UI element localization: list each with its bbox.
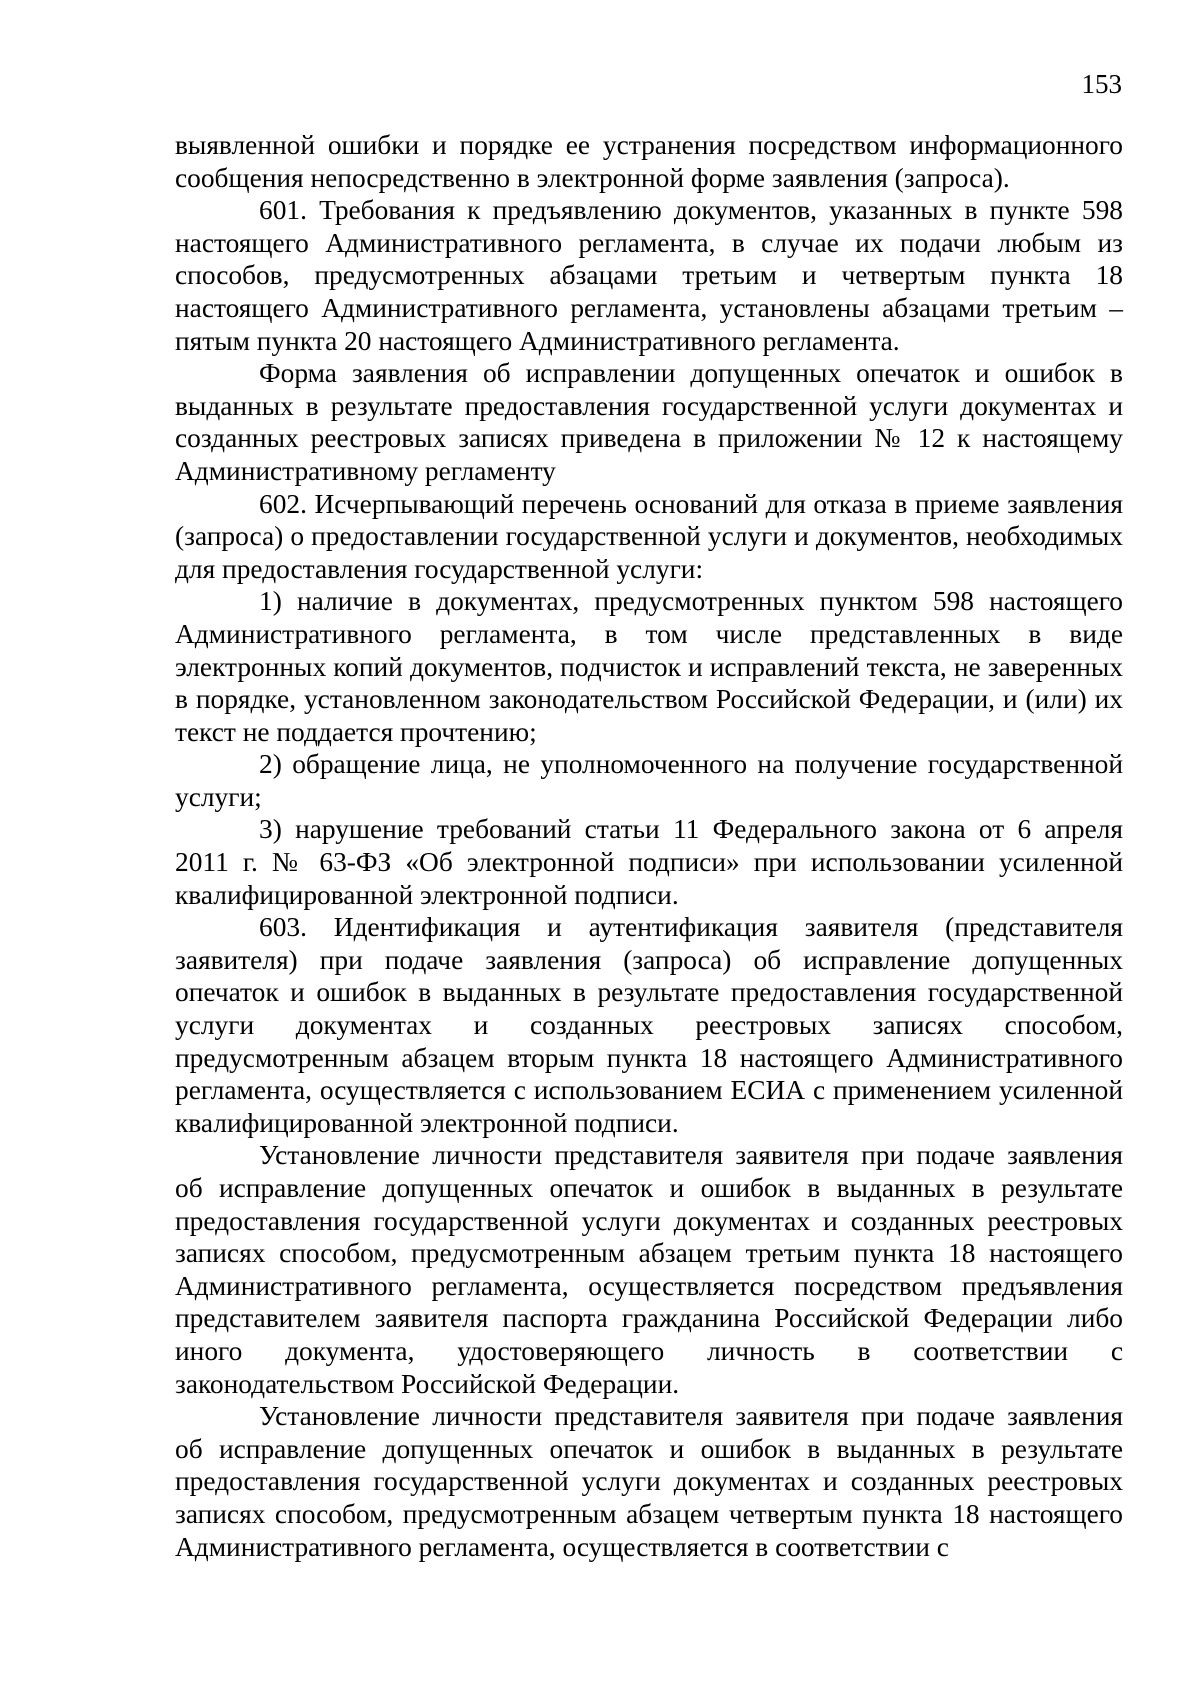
paragraph-601: 601. Требования к предъявлению документов, указанных в пункте 598 настоящего Административного регламента, в случае их подачи любым из способов, предусмотренных абзацами третьим и четвертым пункта 18 настоящего Административного регламента, установлены абзацами третьим – пятым пункта 20 настоящего Административного регламента. [175, 195, 1123, 356]
list-item-3: 3) нарушение требований статьи 11 Федерального закона от 6 апреля 2011 г. № 63-ФЗ «Об электронной подписи» при использовании усиленной квалифицированной электронной подписи. [175, 814, 1123, 910]
paragraph-603: 603. Идентификация и аутентификация заявителя (представителя заявителя) при подаче заявления (запроса) об исправление допущенных опечаток и ошибок в выданных в результате предоставления государственной услуги документах и созданных реестровых записях способом, предусмотренным абзацем вторым пункта 18 настоящего Административного регламента, осуществляется с использованием ЕСИА с применением усиленной квалифицированной электронной подписи. [175, 912, 1123, 1138]
document-body [175, 129, 1123, 1563]
paragraph-application-form: Форма заявления об исправлении допущенных опечаток и ошибок в выданных в результате предоставления государственной услуги документах и созданных реестровых записях приведена в приложении № 12 к настоящему Административному регламенту [175, 358, 1123, 486]
paragraph-identity-third-method: Установление личности представителя заявителя при подаче заявления об исправление допущенных опечаток и ошибок в выданных в результате предоставления государственной услуги документах и созданных реестровых записях способом, предусмотренным абзацем третьим пункта 18 настоящего Административного регламента, осуществляется посредством предъявления представителем заявителя паспорта гражданина Российской Федерации либо иного документа, удостоверяющего личность в соответствии с законодательством Российской Федерации. [175, 1140, 1123, 1399]
paragraph-identity-fourth-method: Установление личности представителя заявителя при подаче заявления об исправление допущенных опечаток и ошибок в выданных в результате предоставления государственной услуги документах и созданных реестровых записях способом, предусмотренным абзацем четвертым пункта 18 настоящего Административного регламента, осуществляется в соответствии с [175, 1401, 1123, 1562]
paragraph-continuation: выявленной ошибки и порядке ее устранения посредством информационного сообщения непосредственно в электронной форме заявления (запроса). [175, 130, 1123, 193]
paragraph-602: 602. Исчерпывающий перечень оснований для отказа в приеме заявления (запроса) о предоставлении государственной услуги и документов, необходимых для предоставления государственной услуги: [175, 488, 1123, 584]
list-item-2: 2) обращение лица, не уполномоченного на получение государственной услуги; [175, 749, 1123, 812]
page-number: 153 [1081, 69, 1122, 99]
list-item-1: 1) наличие в документах, предусмотренных пунктом 598 настоящего Административного регламента, в том числе представленных в виде электронных копий документов, подчисток и исправлений текста, не заверенных в порядке, установленном законодательством Российской Федерации, и (или) их текст не поддается прочтению; [175, 586, 1123, 747]
